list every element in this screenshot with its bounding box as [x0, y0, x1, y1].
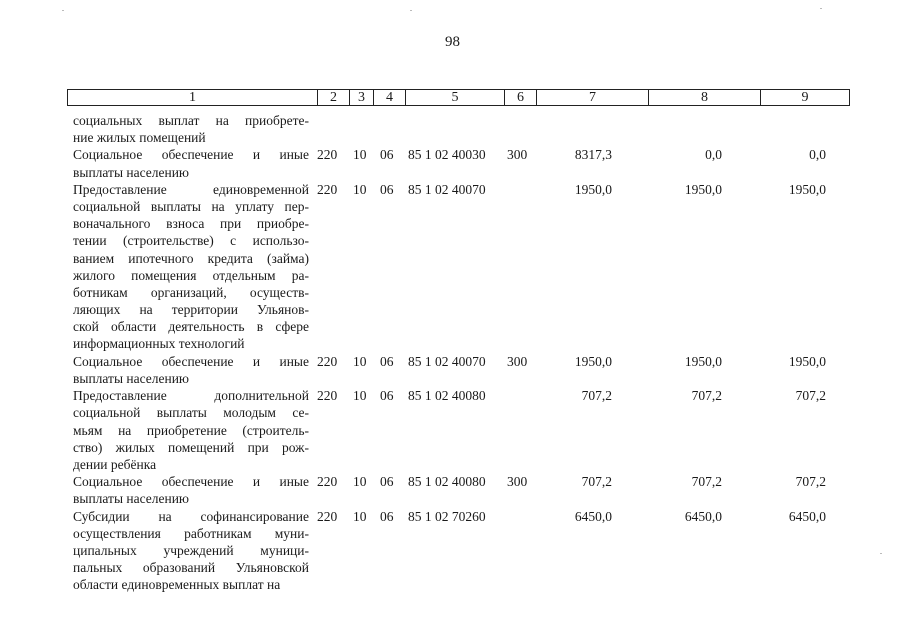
cell-c3: 10: [353, 508, 367, 524]
description-line: Социальное обеспечение и иные: [73, 353, 309, 369]
description-line: тении (строительстве) с использо-: [73, 233, 309, 249]
description-line: мьям на приобретение (строитель-: [73, 422, 309, 438]
cell-c2: 220: [317, 474, 338, 490]
cell-c2: 220: [317, 388, 338, 404]
cell-c2: 220: [317, 508, 338, 524]
cell-c5: 85 1 02 40080: [408, 388, 486, 404]
row-description: [73, 112, 309, 146]
header-col-6: 6: [504, 90, 536, 105]
cell-c5: 85 1 02 40080: [408, 474, 486, 490]
description-line: пальных образований Ульяновской: [73, 560, 309, 576]
cell-c5: 85 1 02 70260: [408, 508, 486, 524]
cell-c2: 220: [317, 353, 338, 369]
description-line: Социальное обеспечение и иные: [73, 147, 309, 163]
cell-c7: 1950,0: [574, 353, 612, 369]
description-line: воначального взноса при приобре-: [73, 216, 309, 232]
header-col-2: 2: [317, 90, 349, 105]
description-line: ляющих на территории Ульянов-: [73, 302, 309, 318]
header-col-7: 7: [536, 90, 648, 105]
cell-c3: 10: [353, 388, 367, 404]
page-number: 98: [445, 34, 460, 50]
description-line: информационных технологий: [73, 336, 245, 352]
row-description: [73, 353, 309, 387]
cell-c7: 707,2: [581, 388, 612, 404]
description-line: дении ребёнка: [73, 456, 157, 472]
description-line: социальной выплаты молодым се-: [73, 405, 309, 421]
scan-speck: [880, 553, 882, 554]
description-line: ской области деятельность в сфере: [73, 319, 309, 335]
table-header-row: [67, 89, 850, 106]
description-line: жилого помещения отдельным ра-: [73, 267, 309, 283]
description-line: социальных выплат на приобрете-: [73, 113, 309, 128]
description-line: выплаты населению: [73, 164, 190, 180]
cell-c8: 6450,0: [684, 508, 722, 524]
description-line: Предоставление единовременной: [73, 181, 309, 197]
row-description: [73, 473, 309, 507]
description-line: выплаты населению: [73, 370, 190, 386]
row-description: [73, 508, 309, 594]
cell-c9: 707,2: [795, 474, 826, 490]
description-line: социальной выплаты на уплату пер-: [73, 198, 309, 214]
cell-c4: 06: [380, 508, 394, 524]
cell-c8: 1950,0: [684, 353, 722, 369]
cell-c9: 1950,0: [788, 353, 826, 369]
description-line: Социальное обеспечение и иные: [73, 474, 309, 490]
header-col-9: 9: [760, 90, 849, 105]
description-line: ство) жилых помещений при рож-: [73, 439, 309, 455]
cell-c9: 0,0: [809, 147, 826, 163]
cell-c9: 1950,0: [788, 181, 826, 197]
cell-c4: 06: [380, 181, 394, 197]
row-description: [73, 387, 309, 473]
cell-c8: 0,0: [705, 147, 722, 163]
row-description: [73, 146, 309, 180]
description-line: области единовременных выплат на: [73, 577, 281, 593]
cell-c2: 220: [317, 147, 338, 163]
cell-c6: 300: [507, 147, 528, 163]
description-line: ботникам организаций, осуществ-: [73, 284, 309, 300]
cell-c7: 8317,3: [574, 147, 612, 163]
description-line: осуществления работникам муни-: [73, 525, 309, 541]
description-line: ципальных учреждений муници-: [73, 542, 309, 558]
cell-c9: 6450,0: [788, 508, 826, 524]
cell-c3: 10: [353, 474, 367, 490]
cell-c5: 85 1 02 40030: [408, 147, 486, 163]
cell-c8: 707,2: [691, 474, 722, 490]
header-col-3: 3: [349, 90, 373, 105]
cell-c7: 707,2: [581, 474, 612, 490]
description-line: выплаты населению: [73, 491, 190, 507]
scan-speck: [820, 8, 822, 9]
header-col-5: 5: [405, 90, 504, 105]
cell-c5: 85 1 02 40070: [408, 353, 486, 369]
cell-c3: 10: [353, 353, 367, 369]
cell-c4: 06: [380, 353, 394, 369]
cell-c9: 707,2: [795, 388, 826, 404]
row-description: [73, 181, 309, 353]
cell-c3: 10: [353, 181, 367, 197]
description-line: Предоставление дополнительной: [73, 388, 309, 404]
description-line: Субсидии на софинансирование: [73, 508, 309, 524]
description-line: ние жилых помещений: [73, 130, 206, 146]
cell-c2: 220: [317, 181, 338, 197]
cell-c4: 06: [380, 388, 394, 404]
cell-c6: 300: [507, 474, 528, 490]
cell-c7: 1950,0: [574, 181, 612, 197]
header-col-1: 1: [189, 90, 196, 105]
cell-c5: 85 1 02 40070: [408, 181, 486, 197]
header-col-4: 4: [373, 90, 405, 105]
cell-c8: 707,2: [691, 388, 722, 404]
cell-c4: 06: [380, 147, 394, 163]
cell-c6: 300: [507, 353, 528, 369]
cell-c8: 1950,0: [684, 181, 722, 197]
scan-speck: [62, 10, 64, 11]
header-col-8: 8: [648, 90, 760, 105]
cell-c3: 10: [353, 147, 367, 163]
description-line: ванием ипотечного кредита (займа): [73, 250, 309, 266]
cell-c7: 6450,0: [574, 508, 612, 524]
scan-speck: [410, 10, 412, 11]
cell-c4: 06: [380, 474, 394, 490]
